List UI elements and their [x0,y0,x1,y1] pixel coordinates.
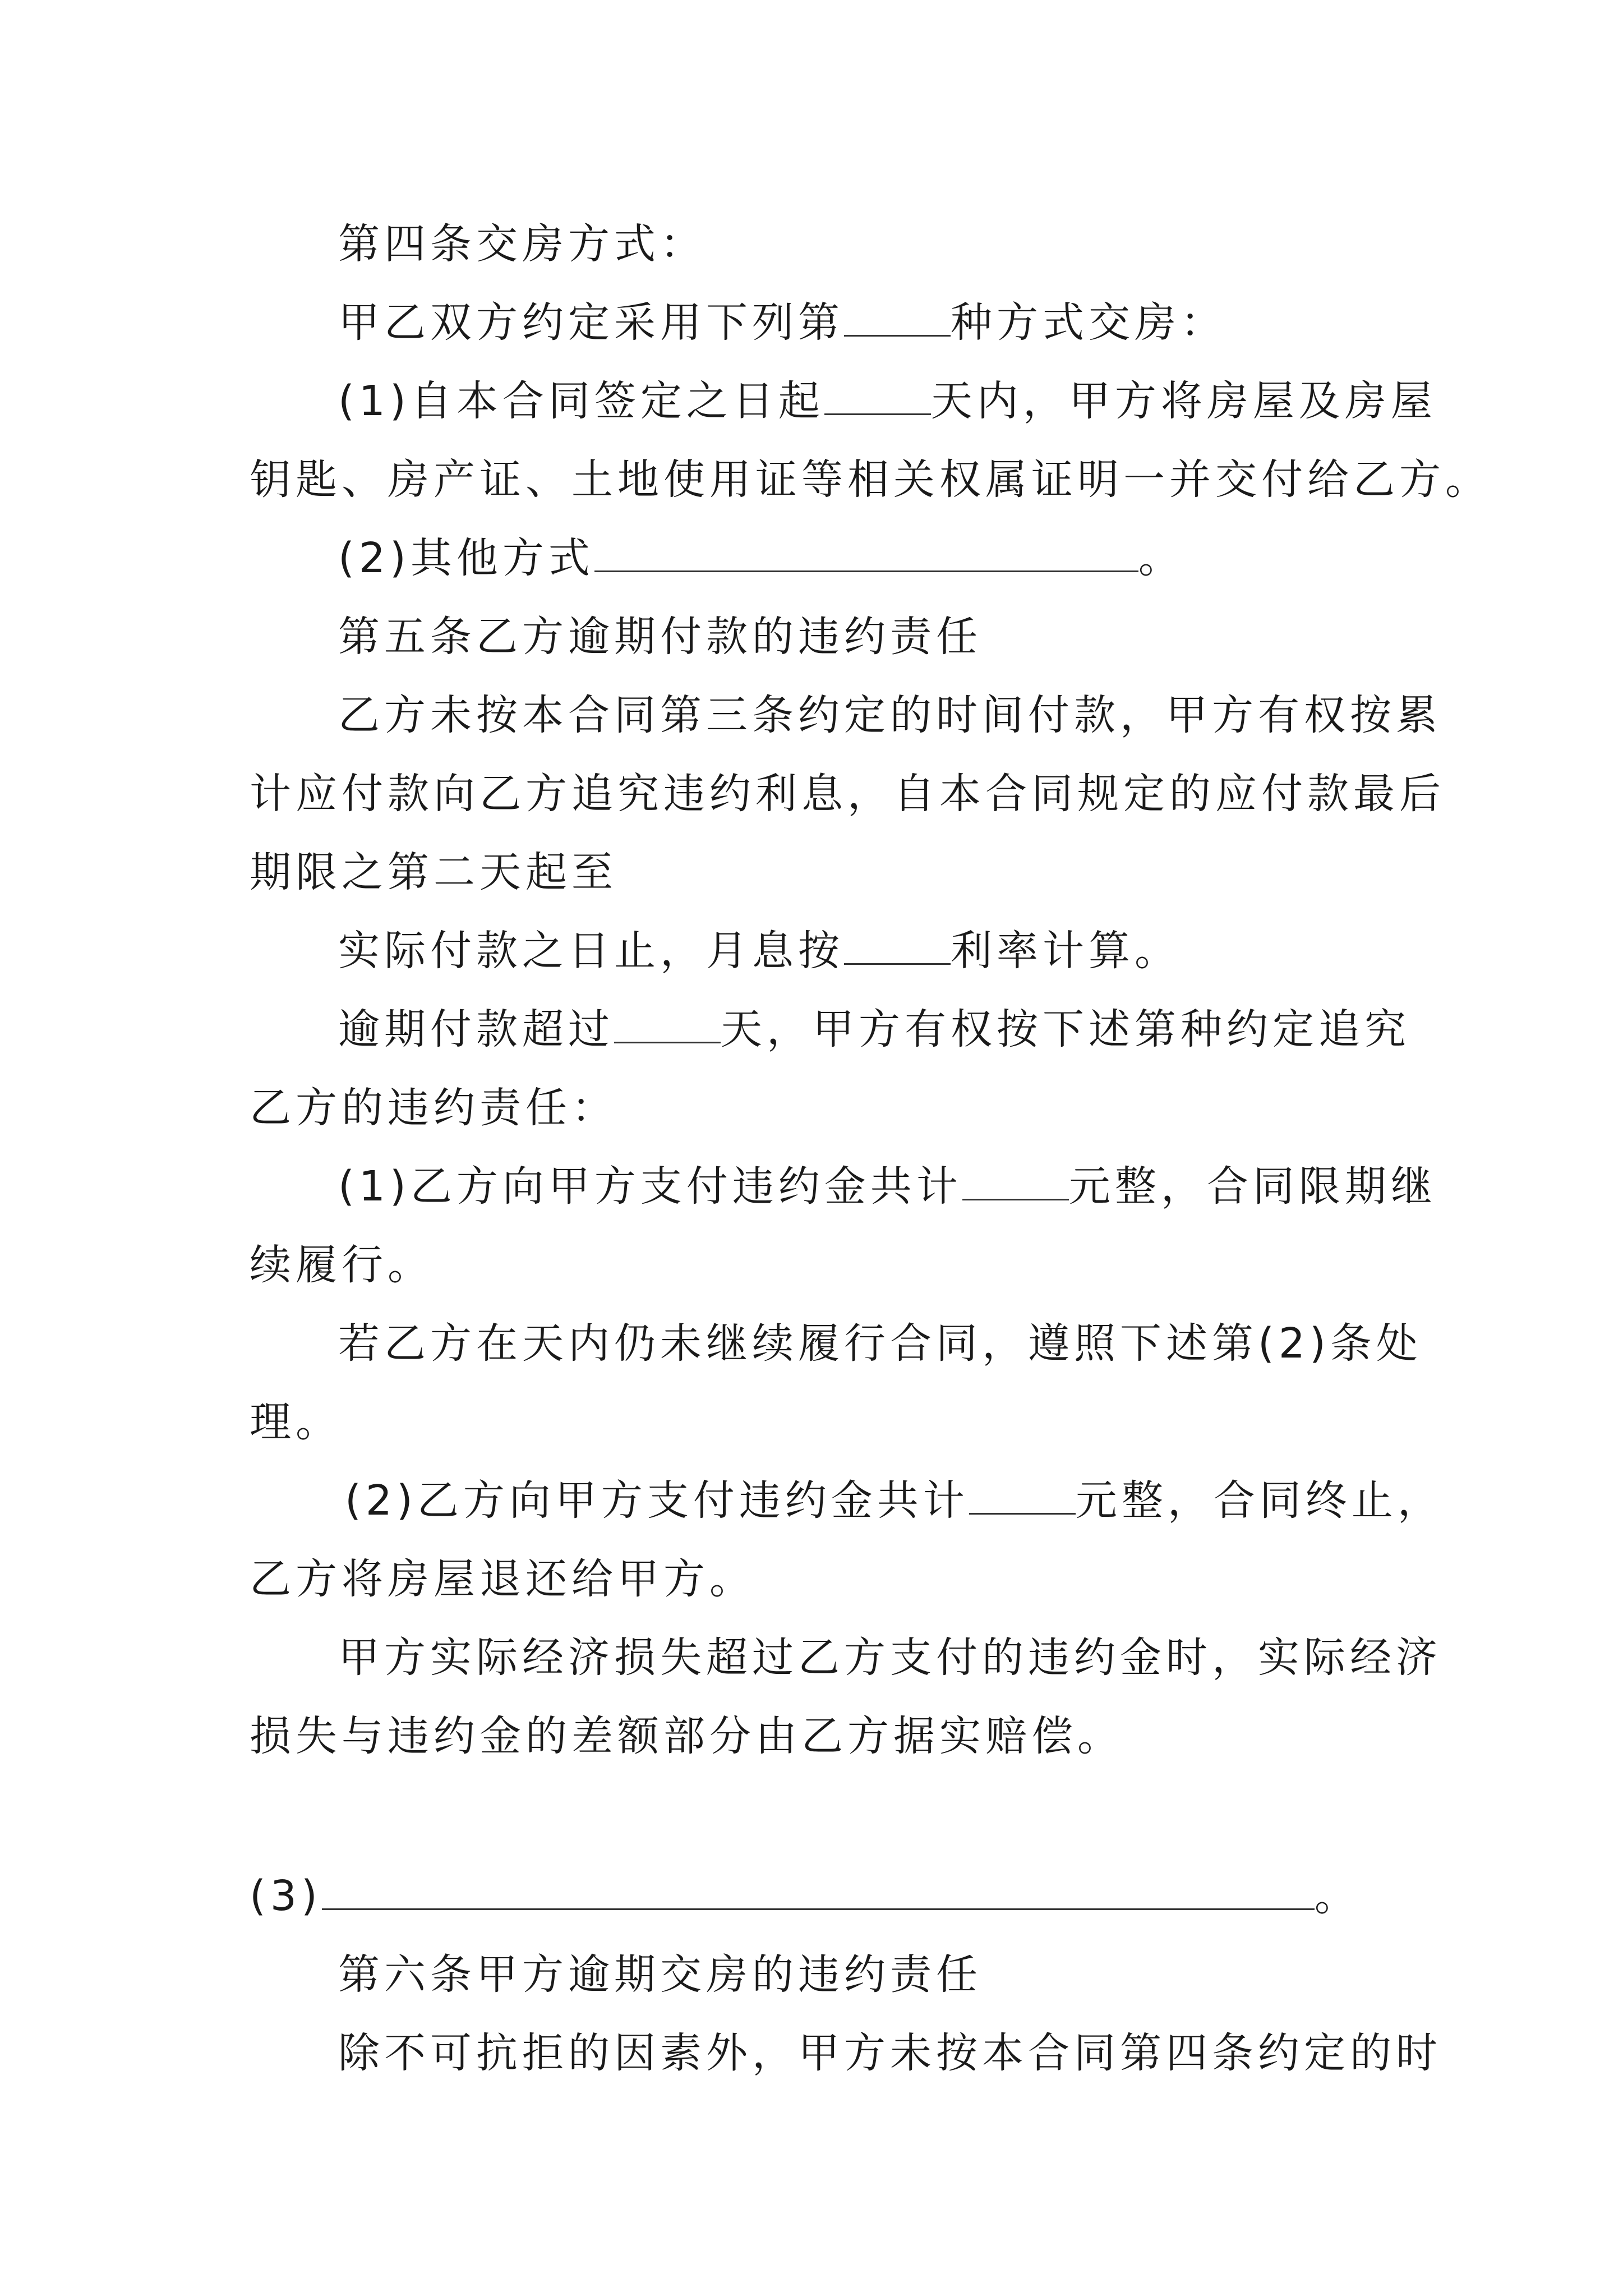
text-line: (2)其他方式 。 [338,534,1184,582]
text-line: 若乙方在天内仍未继续履行合同，遵照下述第(2)条处 [338,1319,1422,1368]
text-line: 甲方实际经济损失超过乙方支付的违约金时，实际经济 [338,1634,1442,1682]
text-line: 损失与违约金的差额部分由乙方据实赔偿。 [250,1712,1123,1760]
text-line: 计应付款向乙方追究违约利息，自本合同规定的应付款最后 [250,770,1445,818]
clause-4-heading: 第四条交房方式： [338,220,706,268]
clause-6-heading: 第六条甲方逾期交房的违约责任 [338,1950,982,1999]
text-line: 理。 [250,1398,342,1446]
text-line: (2)乙方向甲方支付违约金共计 元整，合同终止， [345,1476,1444,1525]
fill-blank [322,1871,1315,1910]
text-line: 逾期付款超过 天，甲方有权按下述第种约定追究 [338,1005,1410,1053]
text-line: 续履行。 [250,1241,434,1289]
fill-blank [962,1162,1069,1200]
fill-blank [969,1476,1076,1515]
text-line: 甲乙双方约定采用下列第 种方式交房： [338,298,1227,347]
text-line: 期限之第二天起至 [250,848,617,896]
text-line: 除不可抗拒的因素外，甲方未按本合同第四条约定的时 [338,2029,1442,2077]
text-line: (1)乙方向甲方支付违约金共计 元整，合同限期继 [338,1162,1437,1211]
text-line: 钥匙、房产证、土地使用证等相关权属证明一并交付给乙方。 [250,455,1491,504]
text-line: 乙方的违约责任： [250,1084,617,1132]
fill-blank [844,926,951,965]
fill-blank [614,1005,721,1043]
text-line: (3) 。 [250,1872,1361,1920]
fill-blank [594,533,1138,572]
text-line: 乙方将房屋退还给甲方。 [250,1555,755,1603]
clause-5-heading: 第五条乙方逾期付款的违约责任 [338,613,982,661]
fill-blank [844,298,951,337]
text-line: 乙方未按本合同第三条约定的时间付款，甲方有权按累 [338,691,1442,739]
fill-blank [824,376,931,415]
text-line: (1)自本合同签定之日起 天内，甲方将房屋及房屋 [338,377,1437,425]
text-line: 实际付款之日止，月息按 利率计算。 [338,927,1181,975]
